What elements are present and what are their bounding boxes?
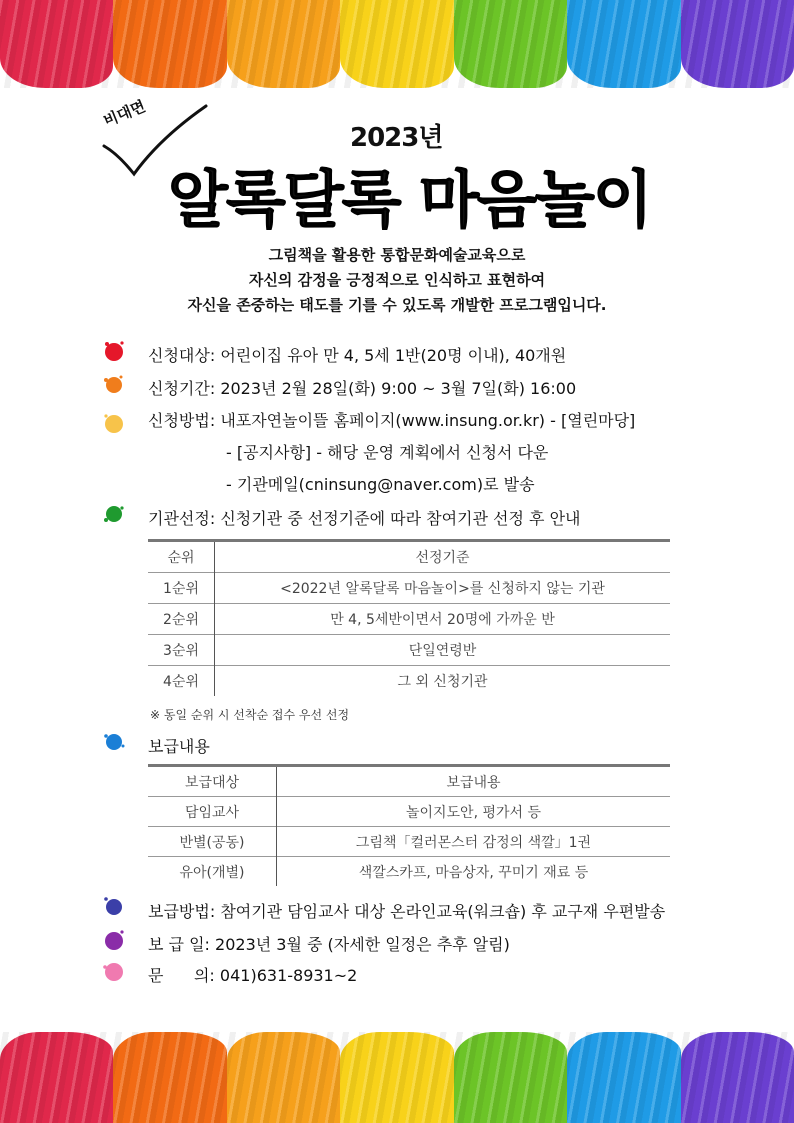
contact-text: 041)631-8931~2 (219, 966, 358, 985)
red-paint-splash-icon (102, 339, 126, 363)
criteria-cell: <2022년 알록달록 마음놀이>를 신청하지 않는 기관 (280, 581, 605, 597)
page-title: 알록달록 마음놀이 (168, 163, 651, 236)
top-paint-band (0, 0, 794, 88)
selection-note: ※ 동일 순위 시 선착순 접수 우선 선정 (150, 708, 350, 722)
selection-text: 신청기관 중 선정기준에 따라 참여기관 선정 후 안내 (220, 509, 581, 528)
paint-stripe (681, 0, 794, 88)
period-label: 신청기간: (148, 379, 216, 398)
target-cell: 유아(개별) (148, 857, 277, 887)
paint-stripe (681, 1032, 794, 1123)
paint-stripe (454, 0, 567, 88)
supply-date-label: 보 급 일: (148, 935, 210, 954)
supply-row (110, 734, 210, 757)
table-row (148, 857, 670, 887)
method-text: 내포자연놀이뜰 홈페이지(www.insung.or.kr) - [열린마당] (220, 411, 636, 430)
green-paint-splash-icon (102, 502, 126, 526)
intro-line: 그림책을 활용한 통합문화예술교육으로 (268, 246, 526, 264)
target-text: 어린이집 유아 만 4, 5세 1반(20명 이내), 40개원 (220, 346, 567, 365)
bottom-paint-band (0, 1032, 794, 1123)
table-row (148, 604, 670, 635)
pink-paint-splash-icon (102, 959, 126, 983)
intro-text (0, 243, 794, 318)
rank-cell: 4순위 (148, 666, 215, 697)
table-row (148, 635, 670, 666)
criteria-header: 선정기준 (415, 550, 470, 566)
orange-paint-splash-icon (102, 372, 126, 396)
period-row (110, 376, 576, 399)
paint-stripe (454, 1032, 567, 1123)
supply-method-row (110, 899, 665, 922)
table-header-row (148, 541, 670, 573)
table-row (148, 666, 670, 697)
paint-stripe (227, 0, 340, 88)
paint-stripe (113, 0, 226, 88)
table-header-row (148, 766, 670, 797)
content-header: 보급내용 (446, 774, 501, 791)
supply-method-label: 보급방법: (148, 902, 216, 921)
contact-label: 문 의: (148, 966, 215, 985)
method-label: 신청방법: (148, 411, 216, 430)
criteria-cell: 단일연령반 (408, 643, 477, 659)
selection-label: 기관선정: (148, 509, 216, 528)
content-cell: 놀이지도안, 평가서 등 (405, 804, 542, 821)
supply-method-text: 참여기관 담임교사 대상 온라인교육(워크숍) 후 교구재 우편발송 (220, 902, 666, 921)
supply-content-table (148, 764, 670, 886)
table-row (148, 797, 670, 827)
rank-cell: 2순위 (148, 604, 215, 635)
purple-paint-splash-icon (102, 928, 126, 952)
paint-stripe (567, 0, 680, 88)
supply-date-row (110, 932, 510, 955)
blue-paint-splash-icon (102, 730, 126, 754)
target-row (110, 343, 566, 366)
method-line-3: - 기관메일(cninsung@naver.com)로 발송 (226, 475, 535, 494)
year-heading: 2023년 (350, 123, 443, 153)
paint-stripe (0, 1032, 113, 1123)
supply-date-text: 2023년 3월 중 (자세한 일정은 추후 알림) (215, 935, 510, 954)
paint-stripe (227, 1032, 340, 1123)
target-header: 보급대상 (148, 766, 277, 797)
content-cell: 그림책「컬러몬스터 감정의 색깔」1권 (355, 834, 592, 851)
criteria-cell: 그 외 신청기관 (397, 674, 488, 690)
supply-label: 보급내용 (148, 737, 210, 756)
method-line-2: - [공지사항] - 해당 운영 계획에서 신청서 다운 (226, 443, 549, 462)
yellow-paint-splash-icon (102, 410, 126, 434)
paint-stripe (340, 1032, 453, 1123)
method-row (110, 408, 635, 431)
target-cell: 담임교사 (148, 797, 277, 827)
rank-cell: 1순위 (148, 573, 215, 604)
rank-header: 순위 (148, 541, 215, 573)
navy-paint-splash-icon (102, 895, 126, 919)
selection-criteria-table (148, 539, 670, 696)
selection-row (110, 506, 581, 529)
rank-cell: 3순위 (148, 635, 215, 666)
paint-stripe (567, 1032, 680, 1123)
criteria-cell: 만 4, 5세반이면서 20명에 가까운 반 (330, 612, 555, 628)
table-row (148, 573, 670, 604)
paint-stripe (0, 0, 113, 88)
table-row (148, 827, 670, 857)
paint-stripe (113, 1032, 226, 1123)
period-text: 2023년 2월 28일(화) 9:00 ~ 3월 7일(화) 16:00 (220, 379, 577, 398)
target-cell: 반별(공동) (148, 827, 277, 857)
paint-stripe (340, 0, 453, 88)
intro-line: 자신을 존중하는 태도를 기를 수 있도록 개발한 프로그램입니다. (187, 296, 607, 314)
content-cell: 색깔스카프, 마음상자, 꾸미기 재료 등 (358, 864, 589, 881)
target-label: 신청대상: (148, 346, 216, 365)
non-face-to-face-tag: 비대면 (100, 97, 148, 131)
contact-row (110, 963, 357, 986)
intro-line: 자신의 감정을 긍정적으로 인식하고 표현하여 (248, 271, 546, 289)
